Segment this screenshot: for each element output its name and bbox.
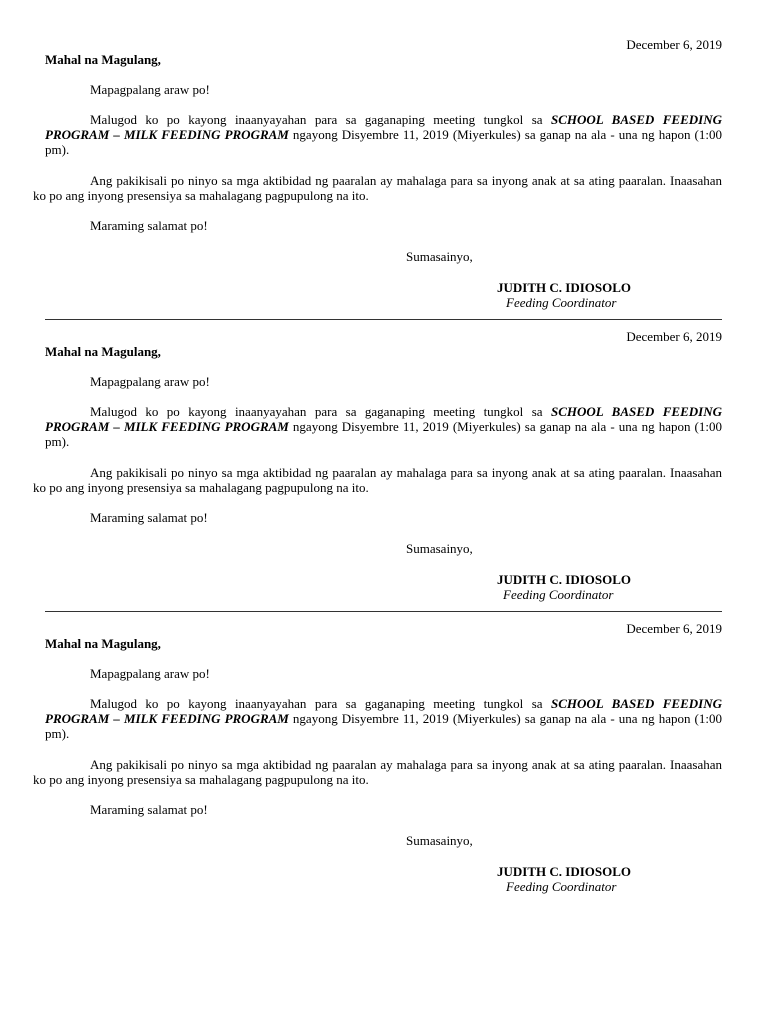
- program-name: SCHOOL BASED FEEDING PROGRAM – MILK FEEDING PROGRAM: [45, 112, 722, 142]
- salutation: Mahal na Magulang,: [45, 344, 161, 359]
- signer-name: JUDITH C. IDIOSOLO: [497, 572, 631, 587]
- letter-date: December 6, 2019: [626, 621, 722, 636]
- signer-name: JUDITH C. IDIOSOLO: [497, 864, 631, 879]
- invitation-lead: Malugod ko po kayong inaanyayahan para sa gaganaping meeting tungkol sa: [90, 112, 551, 127]
- greeting: Mapagpalang araw po!: [90, 82, 210, 97]
- thanks-line: Maraming salamat po!: [90, 510, 208, 525]
- salutation: Mahal na Magulang,: [45, 52, 161, 67]
- letter-date: December 6, 2019: [626, 329, 722, 344]
- signer-title: Feeding Coordinator: [503, 587, 614, 602]
- closing: Sumasainyo,: [406, 833, 473, 848]
- invitation-lead: Malugod ko po kayong inaanyayahan para sa gaganaping meeting tungkol sa: [90, 404, 551, 419]
- greeting: Mapagpalang araw po!: [90, 666, 210, 681]
- salutation: Mahal na Magulang,: [45, 636, 161, 651]
- closing: Sumasainyo,: [406, 249, 473, 264]
- letter-date: December 6, 2019: [626, 37, 722, 52]
- signer-title: Feeding Coordinator: [506, 879, 617, 894]
- signer-name: JUDITH C. IDIOSOLO: [497, 280, 631, 295]
- invitation-paragraph: [45, 112, 722, 157]
- invitation-details: ngayong Disyembre 11, 2019 (Miyerkules) sa ganap na ala - una ng hapon (1:00 pm).: [45, 419, 722, 449]
- invitation-paragraph: [45, 404, 722, 449]
- invitation-lead: Malugod ko po kayong inaanyayahan para sa gaganaping meeting tungkol sa: [90, 696, 551, 711]
- signer-title: Feeding Coordinator: [506, 295, 617, 310]
- greeting: Mapagpalang araw po!: [90, 374, 210, 389]
- program-name: SCHOOL BASED FEEDING PROGRAM – MILK FEEDING PROGRAM: [45, 696, 722, 726]
- invitation-details: ngayong Disyembre 11, 2019 (Miyerkules) sa ganap na ala - una ng hapon (1:00 pm).: [45, 711, 722, 741]
- participation-paragraph: Ang pakikisali po ninyo sa mga aktibidad ng paaralan ay mahalaga para sa inyong anak at sa ating paaralan. Inaasahan ko po ang inyong presensiya sa mahalagang pagpupulong na ito.: [33, 465, 722, 495]
- thanks-line: Maraming salamat po!: [90, 218, 208, 233]
- letter-copy-1: [0, 0, 768, 310]
- invitation-paragraph: [45, 696, 722, 741]
- invitation-details: ngayong Disyembre 11, 2019 (Miyerkules) sa ganap na ala - una ng hapon (1:00 pm).: [45, 127, 722, 157]
- thanks-line: Maraming salamat po!: [90, 802, 208, 817]
- letter-copy-3: [0, 584, 768, 894]
- participation-paragraph: Ang pakikisali po ninyo sa mga aktibidad ng paaralan ay mahalaga para sa inyong anak at sa ating paaralan. Inaasahan ko po ang inyong presensiya sa mahalagang pagpupulong na ito.: [33, 757, 722, 787]
- participation-paragraph: Ang pakikisali po ninyo sa mga aktibidad ng paaralan ay mahalaga para sa inyong anak at sa ating paaralan. Inaasahan ko po ang inyong presensiya sa mahalagang pagpupulong na ito.: [33, 173, 722, 203]
- letter-copy-2: [0, 292, 768, 602]
- closing: Sumasainyo,: [406, 541, 473, 556]
- program-name: SCHOOL BASED FEEDING PROGRAM – MILK FEEDING PROGRAM: [45, 404, 722, 434]
